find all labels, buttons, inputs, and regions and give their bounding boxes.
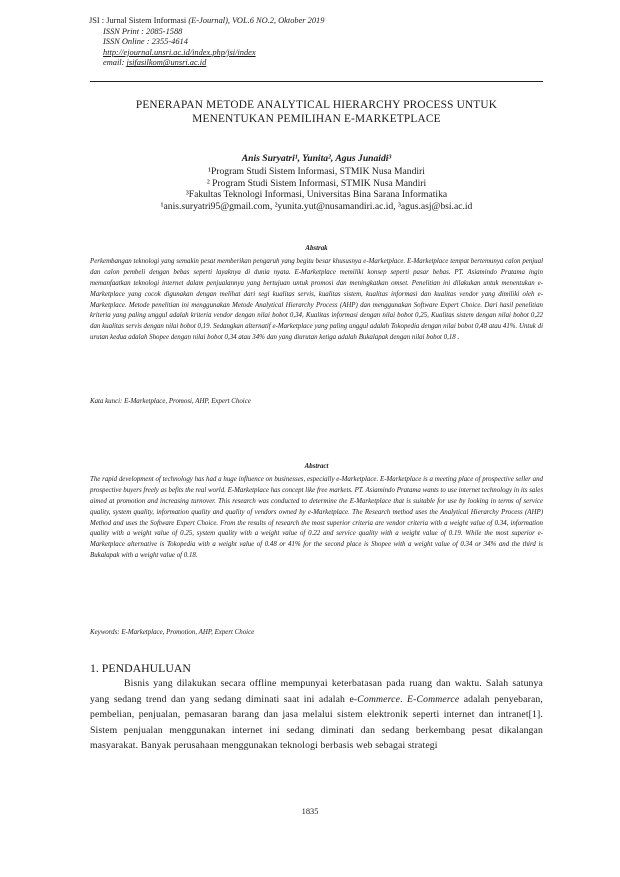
journal-header	[89, 16, 543, 69]
author-names: Anis Suryatri¹, Yunita², Agus Junaidi³	[241, 153, 392, 164]
abstract-body: Perkembangan teknologi yang semakin pesat memberikan pengaruh yang begitu besar khususnya e-Marketplace. E-Marketplace tempat bertemunya calon penjual dan calon pembeli dengan bebas seperti layaknya di dunia nyata. E-Marketplace memiliki konsep seperti pasar bebas. PT. Asiamindo Pratama ingin memanfaatkan teknologi internet dalam penjualannya yang bertujuan untuk promosi dan meningkatkan omset. Penelitian ini dilakukan untuk menentukan e-Marketplace yang cocok digunakan dengan melihat dari segi kualitas servis, kualitas sistem, kualitas informasi dan kualitas vendor yang dimiliki oleh e-Marketplace. Metode penelitian ini menggunakan Metode Analytical Hierarchy Process (AHP) dan menggunakan Software Expert Choice. Dari hasil penelitian kriteria yang paling unggul adalah kriteria vendor dengan nilai bobot 0,34, Kualitas informasi dengan nilai bobot 0,25, Kualitas sistem dengan nilai bobot 0,22 dan kualitas servis dengan nilai bobot 0,19. Sedangkan alternatif e-Marketplace yang paling unggul adalah Tokopedia dengan nilai bobot 0,48 atau 41%. Untuk di urutan kedua adalah Shopee dengan nilai bobot 0,34 atau 34% dan yang diurutan ketiga adalah Bukalapak dengan nilai bobot 0,18 .	[90, 257, 543, 342]
title-line: PENERAPAN METODE ANALYTICAL HIERARCHY PROCESS UNTUK	[135, 99, 498, 111]
journal-name: JSI : Jurnal Sistem Informasi (E-Journal), VOL.6 NO.2, Oktober 2019	[89, 16, 325, 25]
affiliation: ² Program Studi Sistem Informasi, STMIK Nusa Mandiri	[206, 177, 427, 189]
journal-url-link[interactable]: http://ejournal.unsri.ac.id/index.php/jsi/index	[103, 47, 256, 57]
issn-print: ISSN Print : 2085-1588	[103, 26, 183, 36]
header-divider	[90, 81, 543, 82]
affiliation: ¹Program Studi Sistem Informasi, STMIK Nusa Mandiri	[208, 165, 425, 177]
page-number: 1835	[301, 807, 319, 816]
abstract-heading: Abstrak	[305, 245, 328, 252]
keywords-english: Keywords: E-Marketplace, Promotion, AHP, Expert Choice	[90, 629, 255, 636]
abstract-body: The rapid development of technology has had a huge influence on businesses, especially e-Marketplace. E-Marketplace is a meeting place of prospective seller and prospective buyers freely as befits the real world. E-Marketplace has concept like free markets. PT. Asiamindo Pratama wants to use internet technology in its sales aimed at promotion and increasing turnover. This research was conducted to determine the E-Marketplace that is suitable for use by looking in terms of service quality, system quality, information quality and quality of vendors owned by e-Marketplace. The Research method uses the Analytical Hierarchy Process (AHP) Method and uses the Software Expert Choice. From the results of research the most superior criteria are vendor criteria with a weight value of 0.34, information quality with a weight value of 0.25, system quality with a weight value of 0.22 and service quality with a weight value of 0.19. While the most superior e-Marketplace alternative is Tokopedia with a weight value of 0.48 or 41% for the second place is Shopee with a weight value of 0.34 or 34% and the third is Bukalapak with a weight value of 0.18.	[90, 475, 543, 560]
section-heading: 1. PENDAHULUAN	[90, 661, 191, 675]
journal-email-link[interactable]: jsifasilkom@unsri.ac.id	[126, 58, 207, 68]
author-emails: ¹anis.suryatri95@gmail.com, ²yunita.yut@nusamandiri.ac.id, ³agus.asj@bsi.ac.id	[160, 201, 473, 213]
issn-online: ISSN Online : 2355-4614	[103, 37, 188, 47]
title-line: MENENTUKAN PEMILIHAN E-MARKETPLACE	[192, 113, 441, 126]
affiliation: ³Fakultas Teknologi Informasi, Universitas Bina Sarana Informatika	[185, 189, 448, 201]
journal-email: email: jsifasilkom@unsri.ac.id	[103, 58, 207, 68]
abstract-indonesian	[90, 244, 543, 344]
abstract-english	[90, 462, 543, 562]
author-block	[90, 153, 543, 213]
keywords-indonesian: Kata kunci: E-Marketplace, Promosi, AHP, Expert Choice	[90, 398, 251, 405]
abstract-heading: Abstract	[304, 463, 329, 470]
section-paragraph: Bisnis yang dilakukan secara offline mempunyai keterbatasan pada ruang dan waktu. Salah satunya yang sedang trend dan yang sedang diminati saat ini adalah e-Commerce. E-Commerce adalah penyebaran, pembelian, penjualan, pemasaran barang dan jasa melalui sistem elektronik seperti internet dan intranet[1]. Sistem penjualan menggunakan internet ini sedang diminati dan sedang berkembang pesat dikalangan masyarakat. Banyak perusahaan menggunakan teknologi berbasis web sebagai strategi	[90, 678, 543, 752]
paper-title	[90, 98, 543, 126]
